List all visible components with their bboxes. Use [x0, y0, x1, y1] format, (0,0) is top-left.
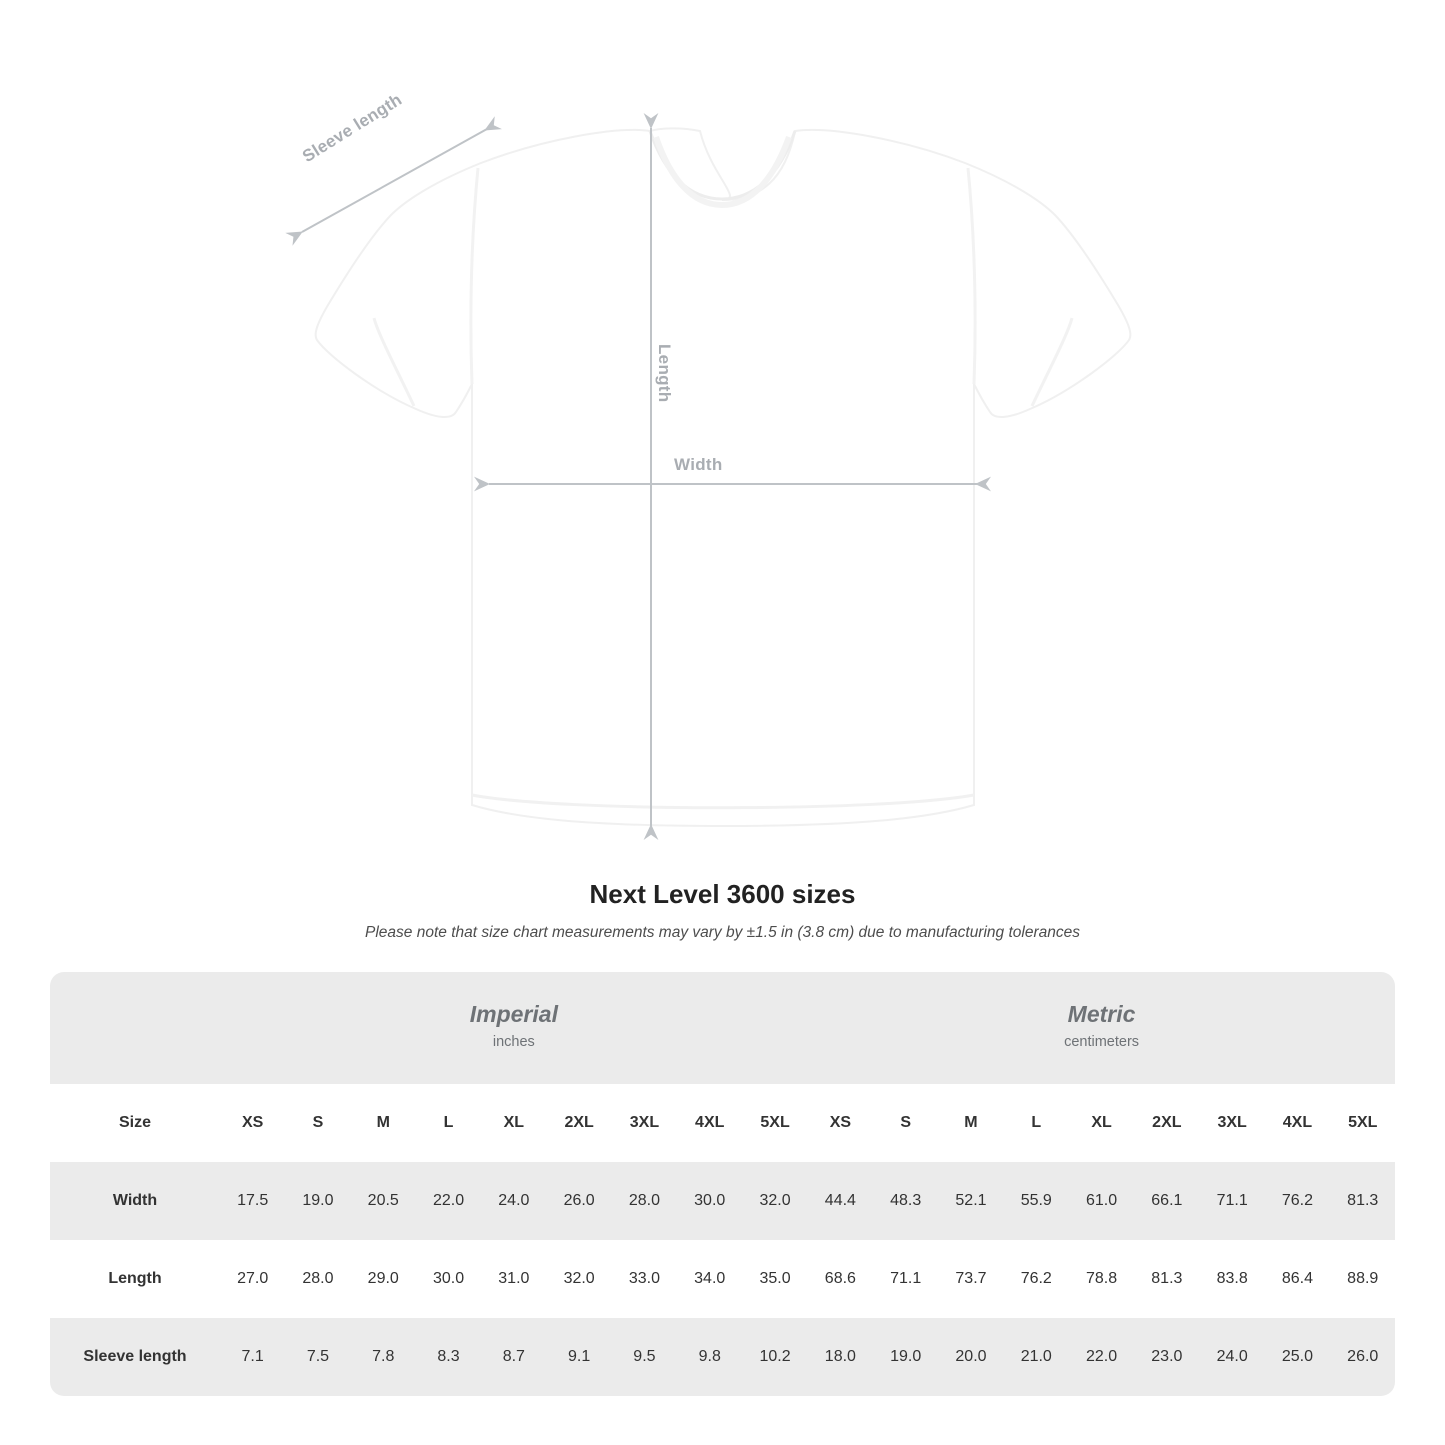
width-metric-4xl: 76.2 [1265, 1162, 1330, 1240]
size-imperial-xs: XS [220, 1084, 285, 1162]
size-imperial-3xl: 3XL [612, 1084, 677, 1162]
sleeve-metric-4xl: 25.0 [1265, 1318, 1330, 1396]
width-imperial-5xl: 32.0 [742, 1162, 807, 1240]
sleeve-metric-xs: 18.0 [808, 1318, 873, 1396]
size-table-container [50, 972, 1395, 1396]
width-metric-2xl: 66.1 [1134, 1162, 1199, 1240]
length-metric-2xl: 81.3 [1134, 1240, 1199, 1318]
size-metric-l: L [1004, 1084, 1069, 1162]
length-metric-4xl: 86.4 [1265, 1240, 1330, 1318]
page-title: Next Level 3600 sizes [589, 879, 856, 909]
sleeve-imperial-m: 7.8 [351, 1318, 416, 1396]
length-metric-xs: 68.6 [808, 1240, 873, 1318]
size-table [50, 972, 1395, 1396]
length-imperial-2xl: 32.0 [546, 1240, 611, 1318]
width-metric-l: 55.9 [1004, 1162, 1069, 1240]
row-label-sleeve-length: Sleeve length [50, 1318, 220, 1396]
sleeve-imperial-l: 8.3 [416, 1318, 481, 1396]
length-dimension-label: Length [655, 344, 674, 403]
size-metric-m: M [938, 1084, 1003, 1162]
width-imperial-xl: 24.0 [481, 1162, 546, 1240]
sleeve-imperial-xs: 7.1 [220, 1318, 285, 1396]
unit-header-row [50, 972, 1395, 1084]
table-row-length [50, 1240, 1395, 1318]
length-metric-m: 73.7 [938, 1240, 1003, 1318]
size-imperial-2xl: 2XL [546, 1084, 611, 1162]
length-imperial-l: 30.0 [416, 1240, 481, 1318]
sleeve-metric-5xl: 26.0 [1330, 1318, 1395, 1396]
size-metric-5xl: 5XL [1330, 1084, 1395, 1162]
width-metric-s: 48.3 [873, 1162, 938, 1240]
sleeve-imperial-2xl: 9.1 [546, 1318, 611, 1396]
size-imperial-5xl: 5XL [742, 1084, 807, 1162]
size-metric-2xl: 2XL [1134, 1084, 1199, 1162]
sleeve-imperial-xl: 8.7 [481, 1318, 546, 1396]
length-imperial-xs: 27.0 [220, 1240, 285, 1318]
sleeve-metric-l: 21.0 [1004, 1318, 1069, 1396]
length-metric-3xl: 83.8 [1200, 1240, 1265, 1318]
tolerance-note: Please note that size chart measurements may vary by ±1.5 in (3.8 cm) due to manufacturing tolerances [365, 924, 1080, 941]
width-imperial-3xl: 28.0 [612, 1162, 677, 1240]
sleeve-metric-2xl: 23.0 [1134, 1318, 1199, 1396]
length-metric-xl: 78.8 [1069, 1240, 1134, 1318]
unit-title-metric: Metric [1067, 1000, 1136, 1027]
length-imperial-5xl: 35.0 [742, 1240, 807, 1318]
unit-title-imperial: Imperial [469, 1000, 558, 1027]
width-imperial-s: 19.0 [285, 1162, 350, 1240]
size-imperial-xl: XL [481, 1084, 546, 1162]
sleeve-imperial-4xl: 9.8 [677, 1318, 742, 1396]
row-label-width: Width [50, 1162, 220, 1240]
length-imperial-3xl: 33.0 [612, 1240, 677, 1318]
sleeve-metric-s: 19.0 [873, 1318, 938, 1396]
length-imperial-xl: 31.0 [481, 1240, 546, 1318]
width-imperial-l: 22.0 [416, 1162, 481, 1240]
width-imperial-4xl: 30.0 [677, 1162, 742, 1240]
unit-sub-imperial: inches [492, 1033, 535, 1050]
length-metric-l: 76.2 [1004, 1240, 1069, 1318]
sleeve-metric-3xl: 24.0 [1200, 1318, 1265, 1396]
length-imperial-s: 28.0 [285, 1240, 350, 1318]
size-row-label: Size [50, 1084, 220, 1162]
width-imperial-m: 20.5 [351, 1162, 416, 1240]
table-row-sleeve-length [50, 1318, 1395, 1396]
chart-header [0, 879, 1445, 942]
width-dimension-label: Width [674, 455, 723, 474]
size-imperial-4xl: 4XL [677, 1084, 742, 1162]
width-imperial-2xl: 26.0 [546, 1162, 611, 1240]
row-label-length: Length [50, 1240, 220, 1318]
sleeve-imperial-5xl: 10.2 [742, 1318, 807, 1396]
width-metric-m: 52.1 [938, 1162, 1003, 1240]
width-metric-xl: 61.0 [1069, 1162, 1134, 1240]
sleeve-metric-m: 20.0 [938, 1318, 1003, 1396]
unit-sub-metric: centimeters [1064, 1033, 1140, 1050]
size-metric-3xl: 3XL [1200, 1084, 1265, 1162]
table-row-width [50, 1162, 1395, 1240]
width-metric-3xl: 71.1 [1200, 1162, 1265, 1240]
width-metric-5xl: 81.3 [1330, 1162, 1395, 1240]
size-metric-4xl: 4XL [1265, 1084, 1330, 1162]
length-imperial-m: 29.0 [351, 1240, 416, 1318]
sleeve-metric-xl: 22.0 [1069, 1318, 1134, 1396]
length-metric-s: 71.1 [873, 1240, 938, 1318]
size-imperial-l: L [416, 1084, 481, 1162]
unit-header-imperial [220, 972, 808, 1084]
width-imperial-xs: 17.5 [220, 1162, 285, 1240]
size-metric-xl: XL [1069, 1084, 1134, 1162]
size-header-row [50, 1084, 1395, 1162]
size-metric-xs: XS [808, 1084, 873, 1162]
width-metric-xs: 44.4 [808, 1162, 873, 1240]
length-imperial-4xl: 34.0 [677, 1240, 742, 1318]
size-metric-s: S [873, 1084, 938, 1162]
size-imperial-m: M [351, 1084, 416, 1162]
size-imperial-s: S [285, 1084, 350, 1162]
sleeve-imperial-s: 7.5 [285, 1318, 350, 1396]
sleeve-imperial-3xl: 9.5 [612, 1318, 677, 1396]
unit-header-metric [808, 972, 1395, 1084]
length-metric-5xl: 88.9 [1330, 1240, 1395, 1318]
sleeve-length-dimension-label: Sleeve length [299, 89, 406, 167]
unit-header-spacer [50, 972, 220, 1084]
